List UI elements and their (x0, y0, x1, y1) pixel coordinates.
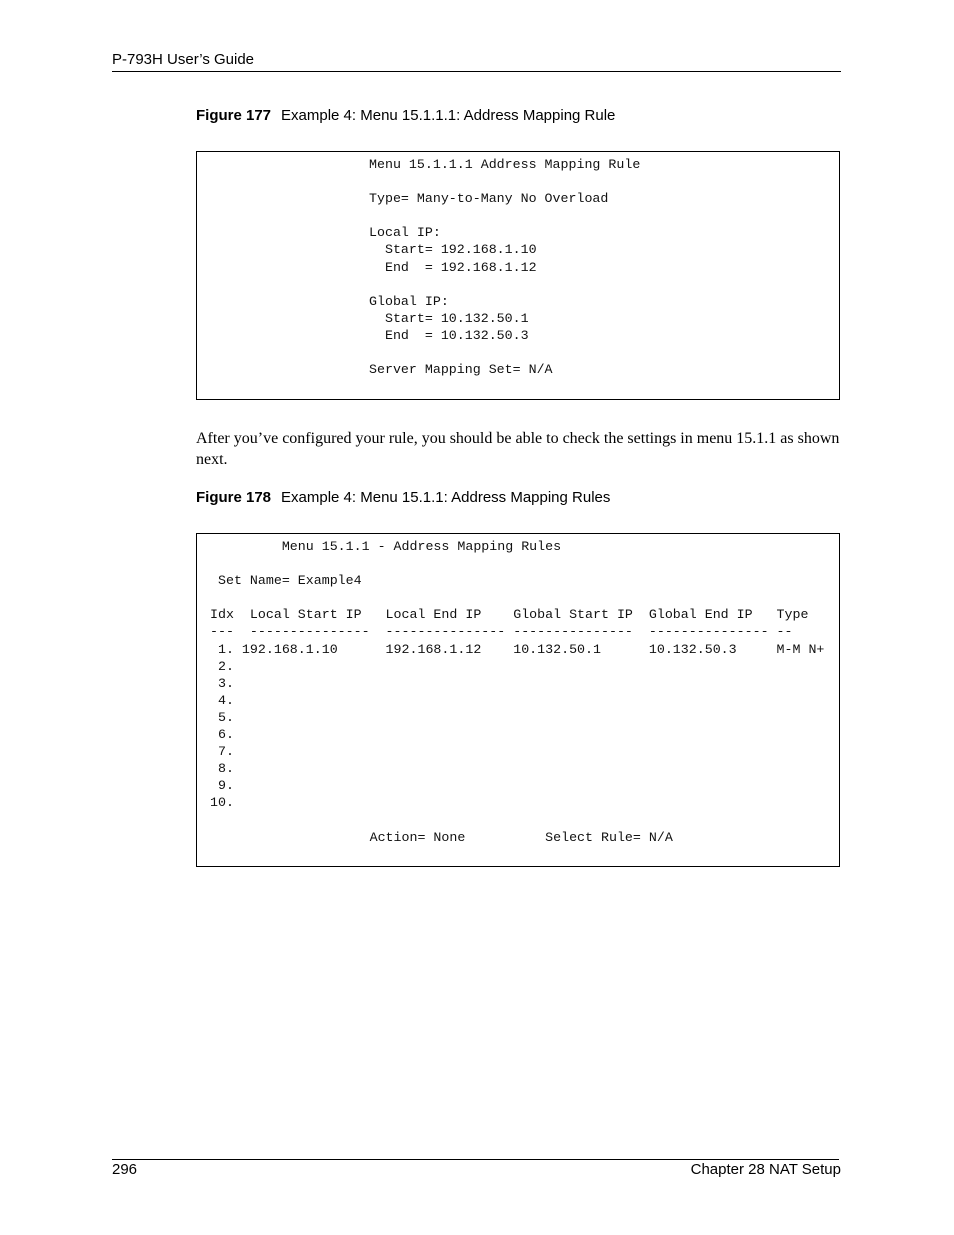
figure-178-title: Example 4: Menu 15.1.1: Address Mapping Rules (281, 489, 611, 506)
figure-177-screen-text: Menu 15.1.1.1 Address Mapping Rule Type= Many-to-Many No Overload Local IP: Start= 192.168.1.10 End = 192.168.1.12 Global IP: Start= 10.132.50.1 End = 10.132.50.3 Server Mapping Set= N/A (369, 157, 641, 378)
chapter-title: Chapter 28 NAT Setup (690, 1161, 841, 1178)
figure-178-caption (196, 489, 610, 506)
body-paragraph: After you’ve configured your rule, you should be able to check the settings in menu 15.1.1 as shown next. (196, 430, 840, 468)
header-divider (112, 71, 841, 72)
figure-177-label: Figure 177 (196, 107, 272, 124)
figure-177-caption (196, 107, 615, 124)
figure-177-screen (196, 151, 840, 400)
figure-178-screen (196, 533, 840, 867)
figure-178-label: Figure 178 (196, 489, 272, 506)
page-number: 296 (112, 1161, 138, 1178)
figure-177-title: Example 4: Menu 15.1.1.1: Address Mapping Rule (281, 107, 616, 124)
figure-178-screen-text: Menu 15.1.1 - Address Mapping Rules Set Name= Example4 Idx Local Start IP Local End IP Global Start IP Global End IP Type --- --------------- --------------- --------------- --------------- -- 1. 192.168.1.10 192.168.1.12 10.132.50.1 10.132.50.3 M-M N+ 2. 3. 4. 5. 6. 7. 8. 9. 10. Action= None Select Rule= N/A (210, 539, 825, 845)
footer-divider (112, 1159, 839, 1160)
running-header-title: P-793H User’s Guide (112, 51, 255, 68)
